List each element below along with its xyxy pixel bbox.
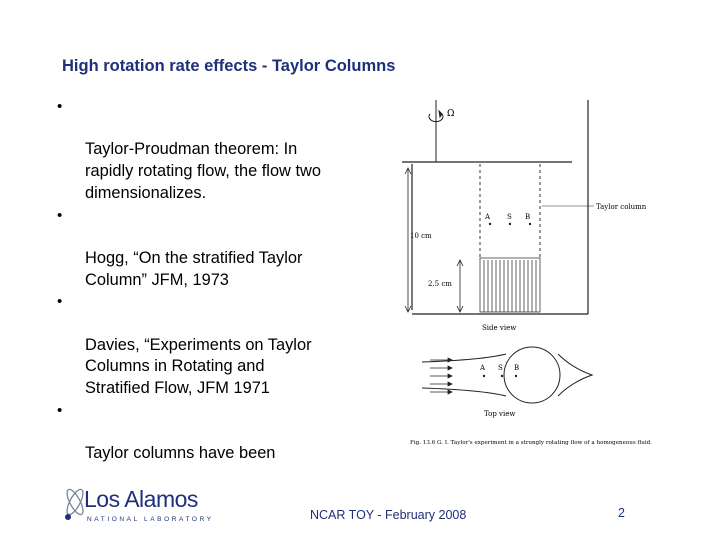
bullet-item: [52, 205, 377, 292]
bullet-text: Davies, “Experiments on Taylor Columns in Rotating and Stratified Flow, JFM 1971: [85, 335, 312, 398]
bullet-text: Hogg, “On the stratified Taylor Column” JFM, 1973: [85, 248, 303, 289]
bullet-item: [52, 96, 377, 205]
bullet-dot: •: [57, 293, 63, 311]
height-label: 10 cm: [410, 232, 432, 240]
side-label-a: A: [485, 213, 491, 221]
top-view: [422, 347, 592, 403]
figure-caption: Fig. 13.6 G. I. Taylor's experiment in a strongly rotating flow of a homogeneous fluid.: [410, 440, 653, 446]
top-point-a: [483, 375, 485, 377]
page-number: 2: [618, 506, 625, 520]
top-view-label: Top view: [484, 410, 516, 418]
taylor-column: [480, 164, 540, 258]
bullet-item: [52, 400, 377, 466]
bullet-text: Taylor-Proudman theorem: In rapidly rotating flow, the flow two dimensionalizes.: [85, 140, 321, 202]
side-label-s: S: [507, 213, 512, 221]
bullet-item: [52, 291, 377, 400]
top-point-s: [501, 375, 503, 377]
omega-label: Ω: [447, 109, 455, 119]
side-point-b: [529, 223, 531, 225]
los-alamos-logo: [62, 484, 214, 530]
bullet-list: [52, 96, 377, 466]
bullet-dot: •: [57, 401, 63, 419]
top-label-b: B: [514, 364, 520, 372]
slide-title: High rotation rate effects - Taylor Columns: [62, 57, 396, 75]
side-view-label: Side view: [482, 324, 517, 332]
side-label-b: B: [525, 213, 531, 221]
column-height-label: 2.5 cm: [428, 280, 452, 288]
top-point-b: [515, 375, 517, 377]
top-label-a: A: [480, 364, 486, 372]
height-dimension: [405, 168, 463, 312]
footer-text: NCAR TOY - February 2008: [310, 508, 467, 522]
logo-name: Los Alamos: [84, 486, 198, 512]
side-point-s: [509, 223, 511, 225]
top-label-s: S: [498, 364, 503, 372]
obstacle-cylinder: [480, 258, 540, 312]
bullet-dot: •: [57, 98, 63, 115]
rotation-icon: [429, 100, 443, 162]
side-point-a: [489, 223, 491, 225]
taylor-column-figure: [392, 92, 704, 462]
bullet-dot: •: [57, 206, 63, 224]
logo-subtitle: NATIONAL LABORATORY: [87, 516, 214, 523]
taylor-column-label: Taylor column: [596, 203, 647, 211]
bullet-text: Taylor columns have been: [85, 444, 276, 463]
